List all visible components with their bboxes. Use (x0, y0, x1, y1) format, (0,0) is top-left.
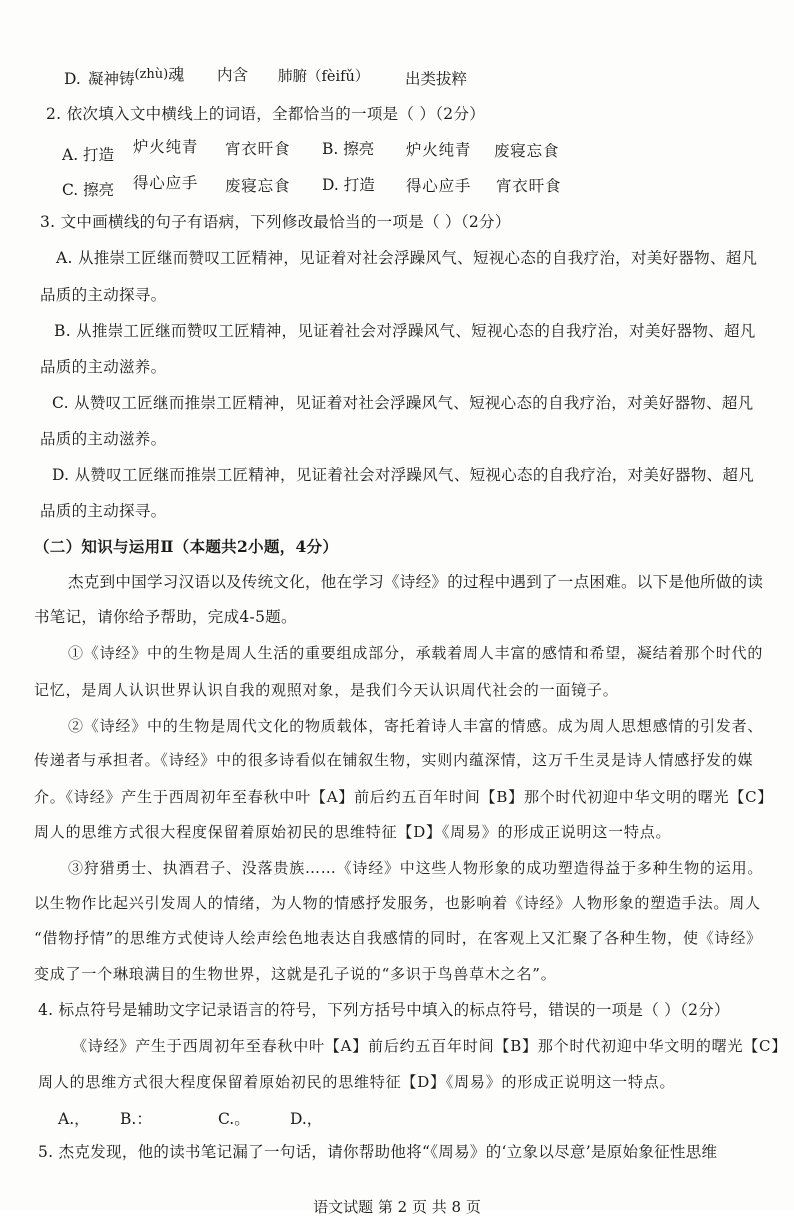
note-paragraph-1-line2: 记忆，是周人认识世界认识自我的观照对象，是我们今天认识周代社会的一面镜子。 (34, 681, 619, 699)
q1-option-d-word1 (88, 65, 185, 91)
q3-option-d-line1: D. 从赞叹工匠继而推崇工匠精神，见证着社会对浮躁风气、短视心态的自我疗治，对美好器物、超凡 (52, 466, 755, 484)
q2-option-b-label: B. 擦亮 (322, 140, 375, 158)
q3-stem: 3. 文中画横线的句子有语病，下列修改最恰当的一项是（ ）（2分） (40, 213, 511, 231)
q4-option-d: D.， (290, 1110, 323, 1128)
q1-option-d-word1-pinyin: (zhù) (134, 67, 169, 82)
note-paragraph-3-line3: “借物抒情”的思维方式使诗人绘声绘色地表达自我感情的同时，在客观上又汇聚了各种生物，使《诗经》 (34, 929, 762, 947)
q2-option-d-label: D. 打造 (322, 176, 375, 194)
q2-option-a-label: A. 打造 (62, 146, 115, 164)
q3-option-a-line2: 品质的主动探寻。 (40, 286, 167, 304)
q3-option-c-line2: 品质的主动滋养。 (40, 430, 167, 448)
q2-option-b-word1: 炉火纯青 (406, 141, 472, 159)
q5-stem: 5. 杰克发现，他的读书笔记漏了一句话，请你帮助他将“《周易》的‘立象以尽意’是原始象征性思维 (38, 1143, 718, 1161)
q4-quote-line1: 《诗经》产生于西周初年至春秋中叶【A】前后约五百年时间【B】那个时代初迎中华文明的曙光【C】 (72, 1037, 788, 1055)
q1-option-d-word1-end: 魂 (168, 65, 185, 84)
note-paragraph-2-line2: 传递者与承担者。《诗经》中的很多诗看似在铺叙生物，实则内蕴深情，这万千生灵是诗人情感抒发的媒 (34, 751, 754, 769)
q2-stem: 2. 依次填入文中横线上的词语，全都恰当的一项是（ ）（2分） (46, 105, 486, 123)
q2-option-a-word1: 炉火纯青 (133, 138, 199, 156)
note-paragraph-2-line4: 周人的思维方式很大程度保留着原始初民的思维特征【D】《周易》的形成正说明这一特点。 (34, 823, 672, 841)
q1-option-d-word4: 出类拔粹 (405, 70, 468, 88)
q3-option-d-line2: 品质的主动探寻。 (40, 502, 167, 520)
q4-stem: 4. 标点符号是辅助文字记录语言的符号，下列方括号中填入的标点符号，错误的一项是（ ）（2分） (38, 1001, 730, 1019)
q2-option-d-word2: 宵衣旰食 (496, 177, 562, 195)
note-paragraph-3-line1: ③狩猎勇士、执酒君子、没落贵族……《诗经》中这些人物形象的成功塑造得益于多种生物的运用。 (68, 859, 764, 877)
q3-option-b-line1: B. 从推崇工匠继而赞叹工匠精神，见证着社会对浮躁风气、短视心态的自我疗治，对美好器物、超凡 (54, 322, 756, 340)
q3-option-c-line1: C. 从赞叹工匠继而推崇工匠精神，见证着对社会浮躁风气、短视心态的自我疗治，对美好器物、超凡 (52, 394, 754, 412)
note-paragraph-3-line4: 变成了一个琳琅满目的生物世界，这就是孔子说的“多识于鸟兽草木之名”。 (34, 965, 557, 983)
q1-option-d-word3: 肺腑（fèifǔ） (278, 69, 370, 85)
q4-option-b-text: B.： (120, 1110, 152, 1128)
note-paragraph-3-line2: 以生物作比起兴引发周人的情绪，为人物的情感抒发服务，也影响着《诗经》人物形象的塑造手法。周人 (34, 894, 761, 912)
section2-intro-line2: 书笔记，请你给予帮助，完成4-5题。 (34, 608, 297, 626)
q2-option-c-word2: 废寝忘食 (225, 177, 291, 195)
q1-option-d-word1-text: 凝神铸 (88, 70, 135, 88)
q1-option-d-word2: 内含 (217, 66, 249, 84)
q4-option-c: C.。 (218, 1110, 250, 1128)
q2-option-c-word1: 得心应手 (133, 174, 199, 192)
note-paragraph-2-line1: ②《诗经》中的生物是周代文化的物质载体，寄托着诗人丰富的情感。成为周人思想感情的引发者、 (68, 717, 764, 735)
q4-option-a: A.， (58, 1110, 90, 1128)
q3-option-a-line1: A. 从推崇工匠继而赞叹工匠精神，见证着对社会浮躁风气、短视心态的自我疗治，对美好器物、超凡 (56, 249, 758, 267)
q3-option-b-line2: 品质的主动滋养。 (40, 358, 167, 376)
q1-option-d-label: D. (64, 70, 81, 88)
q2-option-c-label: C. 擦亮 (62, 181, 115, 199)
section2-intro-line1: 杰克到中国学习汉语以及传统文化，他在学习《诗经》的过程中遇到了一点困难。以下是他所做的读 (68, 573, 764, 591)
q2-option-a-word2: 宵衣旰食 (225, 140, 291, 158)
q2-option-d-word1: 得心应手 (406, 177, 472, 195)
note-paragraph-1-line1: ①《诗经》中的生物是周人生活的重要组成部分，承载着周人丰富的感情和希望，凝结着那个时代的 (68, 644, 764, 662)
section2-heading: （二）知识与运用Ⅱ（本题共2小题，4分） (34, 537, 339, 556)
q4-option-b (120, 1109, 152, 1129)
page-footer: 语文试题 第 2 页 共 8 页 (313, 1198, 481, 1216)
q2-option-b-word2: 废寝忘食 (494, 142, 560, 160)
note-paragraph-2-line3: 介。《诗经》产生于西周初年至春秋中叶【A】前后约五百年时间【B】那个时代初迎中华文明的曙光【C】 (34, 788, 774, 806)
q4-quote-line2: 周人的思维方式很大程度保留着原始初民的思维特征【D】《周易》的形成正说明这一特点。 (38, 1073, 676, 1091)
